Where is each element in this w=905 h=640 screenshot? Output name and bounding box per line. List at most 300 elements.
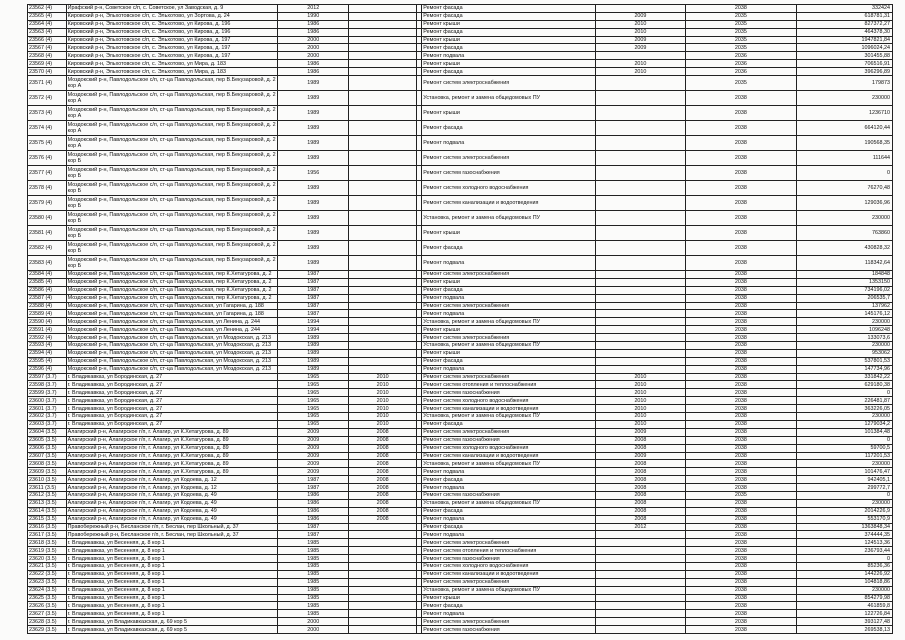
table-row bbox=[28, 428, 893, 436]
table-row bbox=[28, 342, 893, 350]
row-id-cell: 23584 (4) bbox=[28, 271, 67, 279]
cost-cell: 1363848,34 bbox=[797, 523, 893, 531]
prior-repair-year-cell: 2008 bbox=[349, 476, 417, 484]
last-repair-year-cell: 2008 bbox=[596, 491, 685, 499]
address-cell: Моздокский р-н, Павлодольское с/п, ст-ца Павлодольская, пер К.Хетагурова, д. 2 bbox=[66, 294, 278, 302]
cost-cell: 396296,89 bbox=[797, 68, 893, 76]
table-row bbox=[28, 507, 893, 515]
cost-cell: 1096024,24 bbox=[797, 44, 893, 52]
last-repair-year-cell bbox=[596, 76, 685, 91]
last-repair-year-cell bbox=[596, 586, 685, 594]
address-cell: Моздокский р-н, Павлодольское с/п, ст-ца Павлодольская, пер В.Бекузаровой, д. 2 кор Б bbox=[66, 256, 278, 271]
row-id-cell: 23581 (4) bbox=[28, 226, 67, 241]
last-repair-year-cell bbox=[596, 334, 685, 342]
row-id-cell: 23596 (4) bbox=[28, 365, 67, 373]
address-cell: Правобережный р-н, Бесланское г/п, г. Беслан, пер Школьный, д. 37 bbox=[66, 531, 278, 539]
cost-cell: 230000 bbox=[797, 460, 893, 468]
row-id-cell: 23601 (3.7) bbox=[28, 405, 67, 413]
row-id-cell: 23578 (4) bbox=[28, 181, 67, 196]
address-cell: г. Владикавказ, ул Бородинская, д. 27 bbox=[66, 373, 278, 381]
last-repair-year-cell: 2008 bbox=[596, 476, 685, 484]
last-repair-year-cell bbox=[596, 310, 685, 318]
row-id-cell: 23600 (3.7) bbox=[28, 397, 67, 405]
prior-repair-year-cell bbox=[349, 278, 417, 286]
cost-cell: 393127,48 bbox=[797, 618, 893, 626]
work-type-cell: Ремонт систем электроснабжения bbox=[422, 151, 596, 166]
row-id-cell: 23620 (3.5) bbox=[28, 555, 67, 563]
cost-cell: 124513,36 bbox=[797, 539, 893, 547]
prior-repair-year-cell bbox=[349, 357, 417, 365]
prior-repair-year-cell bbox=[349, 570, 417, 578]
work-type-cell: Ремонт фасада bbox=[422, 476, 596, 484]
work-type-cell: Ремонт подвала bbox=[422, 468, 596, 476]
row-id-cell: 23580 (4) bbox=[28, 211, 67, 226]
planned-year-cell: 2038 bbox=[685, 499, 797, 507]
row-id-cell: 23599 (3.7) bbox=[28, 389, 67, 397]
work-type-cell: Ремонт крыши bbox=[422, 594, 596, 602]
work-type-cell: Ремонт фасада bbox=[422, 68, 596, 76]
last-repair-year-cell bbox=[596, 594, 685, 602]
work-type-cell: Ремонт фасада bbox=[422, 523, 596, 531]
prior-repair-year-cell: 2010 bbox=[349, 413, 417, 421]
prior-repair-year-cell bbox=[349, 28, 417, 36]
cost-cell: 0 bbox=[797, 166, 893, 181]
cost-cell: 537801,53 bbox=[797, 357, 893, 365]
build-year-cell: 2000 bbox=[278, 36, 349, 44]
work-type-cell: Установка, ремонт и замена общедомовых ПУ bbox=[422, 91, 596, 106]
address-cell: Моздокский р-н, Павлодольское с/п, ст-ца Павлодольская, ул Моздокская, д. 213 bbox=[66, 357, 278, 365]
work-type-cell: Ремонт крыши bbox=[422, 226, 596, 241]
work-type-cell: Ремонт систем холодного водоснабжения bbox=[422, 444, 596, 452]
build-year-cell: 1989 bbox=[278, 334, 349, 342]
table-row bbox=[28, 318, 893, 326]
last-repair-year-cell bbox=[596, 555, 685, 563]
prior-repair-year-cell bbox=[349, 578, 417, 586]
table-row bbox=[28, 523, 893, 531]
prior-repair-year-cell: 2008 bbox=[349, 468, 417, 476]
prior-repair-year-cell bbox=[349, 342, 417, 350]
last-repair-year-cell: 2010 bbox=[596, 389, 685, 397]
planned-year-cell: 2038 bbox=[685, 278, 797, 286]
build-year-cell: 1989 bbox=[278, 349, 349, 357]
planned-year-cell: 2038 bbox=[685, 405, 797, 413]
address-cell: Кировский р-н, Эльхотовское с/п, с. Эльхотово, ул Кирова, д. 197 bbox=[66, 44, 278, 52]
table-row bbox=[28, 28, 893, 36]
address-cell: Алагирский р-н, Алагирское г/п, г. Алагир, ул К.Хетагурова, д. 89 bbox=[66, 452, 278, 460]
table-row bbox=[28, 365, 893, 373]
address-cell: г. Владикавказ, ул Бородинская, д. 27 bbox=[66, 381, 278, 389]
table-body bbox=[28, 5, 893, 634]
row-id-cell: 23615 (3.5) bbox=[28, 515, 67, 523]
planned-year-cell: 2038 bbox=[685, 555, 797, 563]
table-row bbox=[28, 334, 893, 342]
cost-cell: 117201,53 bbox=[797, 452, 893, 460]
planned-year-cell: 2038 bbox=[685, 302, 797, 310]
last-repair-year-cell bbox=[596, 302, 685, 310]
table-row bbox=[28, 326, 893, 334]
address-cell: г. Владикавказ, ул Бородинская, д. 27 bbox=[66, 413, 278, 421]
planned-year-cell: 2038 bbox=[685, 578, 797, 586]
planned-year-cell: 2038 bbox=[685, 241, 797, 256]
row-id-cell: 23565 (4) bbox=[28, 12, 67, 20]
prior-repair-year-cell bbox=[349, 310, 417, 318]
row-id-cell: 23623 (3.5) bbox=[28, 578, 67, 586]
prior-repair-year-cell bbox=[349, 326, 417, 334]
prior-repair-year-cell bbox=[349, 196, 417, 211]
planned-year-cell: 2038 bbox=[685, 334, 797, 342]
build-year-cell: 1990 bbox=[278, 12, 349, 20]
build-year-cell: 1986 bbox=[278, 20, 349, 28]
address-cell: г. Владикавказ, ул Весенняя, д. 8 кор 1 bbox=[66, 562, 278, 570]
build-year-cell: 2000 bbox=[278, 626, 349, 634]
cost-cell: 706516,91 bbox=[797, 60, 893, 68]
prior-repair-year-cell: 2008 bbox=[349, 484, 417, 492]
build-year-cell: 1989 bbox=[278, 211, 349, 226]
last-repair-year-cell: 2009 bbox=[596, 428, 685, 436]
cost-cell: 236793,44 bbox=[797, 547, 893, 555]
build-year-cell: 1985 bbox=[278, 594, 349, 602]
address-cell: Моздокский р-н, Павлодольское с/п, ст-ца Павлодольская, ул Гагарина, д. 188 bbox=[66, 302, 278, 310]
last-repair-year-cell bbox=[596, 326, 685, 334]
cost-cell: 230000 bbox=[797, 586, 893, 594]
table-row bbox=[28, 310, 893, 318]
row-id-cell: 23608 (3.5) bbox=[28, 460, 67, 468]
table-row bbox=[28, 602, 893, 610]
cost-cell: 374444,35 bbox=[797, 531, 893, 539]
planned-year-cell: 2038 bbox=[685, 286, 797, 294]
table-row bbox=[28, 626, 893, 634]
planned-year-cell: 2038 bbox=[685, 342, 797, 350]
build-year-cell: 1965 bbox=[278, 405, 349, 413]
row-id-cell: 23613 (3.5) bbox=[28, 499, 67, 507]
work-type-cell: Ремонт подвала bbox=[422, 365, 596, 373]
prior-repair-year-cell bbox=[349, 618, 417, 626]
address-cell: г. Владикавказ, ул Весенняя, д. 8 кор 1 bbox=[66, 547, 278, 555]
build-year-cell: 1989 bbox=[278, 121, 349, 136]
prior-repair-year-cell bbox=[349, 547, 417, 555]
row-id-cell: 23621 (3.5) bbox=[28, 562, 67, 570]
build-year-cell: 1987 bbox=[278, 531, 349, 539]
cost-cell: 59700,5 bbox=[797, 444, 893, 452]
last-repair-year-cell bbox=[596, 602, 685, 610]
last-repair-year-cell: 2010 bbox=[596, 373, 685, 381]
last-repair-year-cell bbox=[596, 136, 685, 151]
address-cell: Моздокский р-н, Павлодольское с/п, ст-ца Павлодольская, пер В.Бекузаровой, д. 2 кор Б bbox=[66, 196, 278, 211]
work-type-cell: Ремонт крыши bbox=[422, 36, 596, 44]
work-type-cell: Ремонт подвала bbox=[422, 484, 596, 492]
row-id-cell: 23568 (4) bbox=[28, 52, 67, 60]
planned-year-cell: 2038 bbox=[685, 515, 797, 523]
address-cell: Кировский р-н, Эльхотовское с/п, с. Эльхотово, ул Мира, д. 183 bbox=[66, 68, 278, 76]
planned-year-cell: 2038 bbox=[685, 181, 797, 196]
cost-cell: 104818,86 bbox=[797, 578, 893, 586]
work-type-cell: Ремонт фасада bbox=[422, 241, 596, 256]
last-repair-year-cell: 2010 bbox=[596, 60, 685, 68]
work-type-cell: Ремонт крыши bbox=[422, 349, 596, 357]
table-row bbox=[28, 539, 893, 547]
planned-year-cell: 2038 bbox=[685, 539, 797, 547]
last-repair-year-cell bbox=[596, 106, 685, 121]
planned-year-cell: 2038 bbox=[685, 121, 797, 136]
work-type-cell: Установка, ремонт и замена общедомовых ПУ bbox=[422, 211, 596, 226]
last-repair-year-cell: 2012 bbox=[596, 523, 685, 531]
build-year-cell: 1994 bbox=[278, 318, 349, 326]
address-cell: Моздокский р-н, Павлодольское с/п, ст-ца Павлодольская, пер В.Бекузаровой, д. 2 кор А bbox=[66, 91, 278, 106]
work-type-cell: Ремонт фасада bbox=[422, 28, 596, 36]
address-cell: г. Владикавказ, ул Весенняя, д. 8 кор 1 bbox=[66, 602, 278, 610]
address-cell: Моздокский р-н, Павлодольское с/п, ст-ца Павлодольская, ул Ленина, д. 244 bbox=[66, 318, 278, 326]
planned-year-cell: 2038 bbox=[685, 562, 797, 570]
row-id-cell: 23624 (3.5) bbox=[28, 586, 67, 594]
build-year-cell: 1989 bbox=[278, 256, 349, 271]
prior-repair-year-cell bbox=[349, 594, 417, 602]
prior-repair-year-cell bbox=[349, 181, 417, 196]
planned-year-cell: 2038 bbox=[685, 602, 797, 610]
planned-year-cell: 2035 bbox=[685, 20, 797, 28]
planned-year-cell: 2038 bbox=[685, 626, 797, 634]
address-cell: Моздокский р-н, Павлодольское с/п, ст-ца Павлодольская, ул Моздокская, д. 213 bbox=[66, 334, 278, 342]
cost-cell: 137962 bbox=[797, 302, 893, 310]
work-type-cell: Ремонт систем электроснабжения bbox=[422, 373, 596, 381]
planned-year-cell: 2035 bbox=[685, 28, 797, 36]
address-cell: Моздокский р-н, Павлодольское с/п, ст-ца Павлодольская, пер В.Бекузаровой, д. 2 кор Б bbox=[66, 151, 278, 166]
address-cell: Моздокский р-н, Павлодольское с/п, ст-ца Павлодольская, ул Моздокская, д. 213 bbox=[66, 342, 278, 350]
cost-cell: 331842,22 bbox=[797, 373, 893, 381]
planned-year-cell: 2038 bbox=[685, 452, 797, 460]
prior-repair-year-cell bbox=[349, 76, 417, 91]
address-cell: Алагирский р-н, Алагирское г/п, г. Алагир, ул К.Хетагурова, д. 89 bbox=[66, 460, 278, 468]
prior-repair-year-cell bbox=[349, 523, 417, 531]
table-row bbox=[28, 491, 893, 499]
row-id-cell: 23576 (4) bbox=[28, 151, 67, 166]
repair-schedule-table bbox=[27, 4, 893, 634]
prior-repair-year-cell: 2010 bbox=[349, 373, 417, 381]
address-cell: Кировский р-н, Эльхотовское с/п, с. Эльхотово, ул Мира, д. 183 bbox=[66, 60, 278, 68]
build-year-cell: 1965 bbox=[278, 420, 349, 428]
work-type-cell: Ремонт фасада bbox=[422, 5, 596, 13]
work-type-cell: Ремонт крыши bbox=[422, 106, 596, 121]
cost-cell: 190568,35 bbox=[797, 136, 893, 151]
address-cell: Моздокский р-н, Павлодольское с/п, ст-ца Павлодольская, пер В.Бекузаровой, д. 2 кор Б bbox=[66, 166, 278, 181]
work-type-cell: Ремонт систем отопления и теплоснабжения bbox=[422, 381, 596, 389]
build-year-cell: 1987 bbox=[278, 302, 349, 310]
planned-year-cell: 2038 bbox=[685, 318, 797, 326]
work-type-cell: Ремонт подвала bbox=[422, 531, 596, 539]
build-year-cell: 1989 bbox=[278, 136, 349, 151]
last-repair-year-cell bbox=[596, 151, 685, 166]
cost-cell: 734196,02 bbox=[797, 286, 893, 294]
build-year-cell: 1987 bbox=[278, 278, 349, 286]
table-row bbox=[28, 20, 893, 28]
cost-cell: 332424 bbox=[797, 5, 893, 13]
build-year-cell: 1987 bbox=[278, 523, 349, 531]
prior-repair-year-cell bbox=[349, 626, 417, 634]
row-id-cell: 23628 (3.5) bbox=[28, 618, 67, 626]
prior-repair-year-cell bbox=[349, 60, 417, 68]
last-repair-year-cell bbox=[596, 256, 685, 271]
cost-cell: 763860 bbox=[797, 226, 893, 241]
cost-cell: 85236,36 bbox=[797, 562, 893, 570]
prior-repair-year-cell bbox=[349, 365, 417, 373]
build-year-cell: 1985 bbox=[278, 610, 349, 618]
work-type-cell: Ремонт подвала bbox=[422, 515, 596, 523]
table-row bbox=[28, 594, 893, 602]
last-repair-year-cell bbox=[596, 52, 685, 60]
address-cell: Моздокский р-н, Павлодольское с/п, ст-ца Павлодольская, пер В.Бекузаровой, д. 2 кор Б bbox=[66, 226, 278, 241]
cost-cell: 111644 bbox=[797, 151, 893, 166]
last-repair-year-cell bbox=[596, 271, 685, 279]
work-type-cell: Ремонт систем газоснабжения bbox=[422, 389, 596, 397]
build-year-cell: 1965 bbox=[278, 373, 349, 381]
table-row bbox=[28, 436, 893, 444]
work-type-cell: Ремонт систем газоснабжения bbox=[422, 491, 596, 499]
last-repair-year-cell bbox=[596, 318, 685, 326]
last-repair-year-cell bbox=[596, 211, 685, 226]
address-cell: г. Владикавказ, ул Бородинская, д. 27 bbox=[66, 397, 278, 405]
prior-repair-year-cell: 2008 bbox=[349, 515, 417, 523]
build-year-cell: 1985 bbox=[278, 562, 349, 570]
planned-year-cell: 2035 bbox=[685, 76, 797, 91]
work-type-cell: Ремонт крыши bbox=[422, 60, 596, 68]
table-row bbox=[28, 586, 893, 594]
last-repair-year-cell bbox=[596, 181, 685, 196]
row-id-cell: 23629 (3.5) bbox=[28, 626, 67, 634]
build-year-cell: 1985 bbox=[278, 570, 349, 578]
prior-repair-year-cell bbox=[349, 241, 417, 256]
address-cell: г. Владикавказ, ул Владикавказская, д. 69 кор 5 bbox=[66, 618, 278, 626]
row-id-cell: 23598 (3.7) bbox=[28, 381, 67, 389]
planned-year-cell: 2038 bbox=[685, 468, 797, 476]
cost-cell: 230000 bbox=[797, 91, 893, 106]
row-id-cell: 23567 (4) bbox=[28, 44, 67, 52]
row-id-cell: 23570 (4) bbox=[28, 68, 67, 76]
work-type-cell: Ремонт систем электроснабжения bbox=[422, 302, 596, 310]
row-id-cell: 23562 (4) bbox=[28, 5, 67, 13]
cost-cell: 664120,44 bbox=[797, 121, 893, 136]
planned-year-cell: 2038 bbox=[685, 389, 797, 397]
last-repair-year-cell: 2008 bbox=[596, 484, 685, 492]
planned-year-cell: 2038 bbox=[685, 444, 797, 452]
build-year-cell: 1994 bbox=[278, 326, 349, 334]
prior-repair-year-cell bbox=[349, 271, 417, 279]
build-year-cell: 1987 bbox=[278, 294, 349, 302]
address-cell: Алагирский р-н, Алагирское г/п, г. Алагир, ул Кодоева, д. 12 bbox=[66, 476, 278, 484]
table-row bbox=[28, 578, 893, 586]
address-cell: г. Владикавказ, ул Бородинская, д. 27 bbox=[66, 405, 278, 413]
cost-cell: 953062 bbox=[797, 349, 893, 357]
work-type-cell: Ремонт фасада bbox=[422, 121, 596, 136]
row-id-cell: 23574 (4) bbox=[28, 121, 67, 136]
prior-repair-year-cell: 2008 bbox=[349, 444, 417, 452]
last-repair-year-cell: 2010 bbox=[596, 28, 685, 36]
planned-year-cell: 2038 bbox=[685, 610, 797, 618]
table-row bbox=[28, 256, 893, 271]
table-row bbox=[28, 136, 893, 151]
table-row bbox=[28, 476, 893, 484]
prior-repair-year-cell bbox=[349, 531, 417, 539]
build-year-cell: 2009 bbox=[278, 428, 349, 436]
planned-year-cell: 2038 bbox=[685, 365, 797, 373]
table-row bbox=[28, 373, 893, 381]
build-year-cell: 1989 bbox=[278, 342, 349, 350]
planned-year-cell: 2038 bbox=[685, 256, 797, 271]
row-id-cell: 23606 (3.5) bbox=[28, 444, 67, 452]
planned-year-cell: 2038 bbox=[685, 151, 797, 166]
row-id-cell: 23582 (4) bbox=[28, 241, 67, 256]
planned-year-cell: 2038 bbox=[685, 91, 797, 106]
planned-year-cell: 2035 bbox=[685, 36, 797, 44]
last-repair-year-cell: 2008 bbox=[596, 515, 685, 523]
work-type-cell: Ремонт систем электроснабжения bbox=[422, 618, 596, 626]
last-repair-year-cell bbox=[596, 547, 685, 555]
build-year-cell: 1989 bbox=[278, 76, 349, 91]
work-type-cell: Ремонт систем холодного водоснабжения bbox=[422, 181, 596, 196]
last-repair-year-cell bbox=[596, 196, 685, 211]
address-cell: Алагирский р-н, Алагирское г/п, г. Алагир, ул К.Хетагурова, д. 89 bbox=[66, 444, 278, 452]
last-repair-year-cell bbox=[596, 342, 685, 350]
address-cell: Алагирский р-н, Алагирское г/п, г. Алагир, ул К.Хетагурова, д. 89 bbox=[66, 468, 278, 476]
build-year-cell: 2000 bbox=[278, 618, 349, 626]
planned-year-cell: 2038 bbox=[685, 136, 797, 151]
row-id-cell: 23591 (4) bbox=[28, 326, 67, 334]
row-id-cell: 23595 (4) bbox=[28, 357, 67, 365]
build-year-cell: 1989 bbox=[278, 151, 349, 166]
row-id-cell: 23593 (4) bbox=[28, 342, 67, 350]
cost-cell: 122726,84 bbox=[797, 610, 893, 618]
table-row bbox=[28, 484, 893, 492]
last-repair-year-cell: 2010 bbox=[596, 405, 685, 413]
cost-cell: 184848 bbox=[797, 271, 893, 279]
row-id-cell: 23592 (4) bbox=[28, 334, 67, 342]
cost-cell: 129036,96 bbox=[797, 196, 893, 211]
row-id-cell: 23564 (4) bbox=[28, 20, 67, 28]
build-year-cell: 1986 bbox=[278, 28, 349, 36]
build-year-cell: 2009 bbox=[278, 468, 349, 476]
planned-year-cell: 2038 bbox=[685, 594, 797, 602]
table-row bbox=[28, 610, 893, 618]
table-row bbox=[28, 397, 893, 405]
table-row bbox=[28, 181, 893, 196]
address-cell: г. Владикавказ, ул Бородинская, д. 27 bbox=[66, 389, 278, 397]
cost-cell: 553170,9 bbox=[797, 515, 893, 523]
planned-year-cell: 2038 bbox=[685, 326, 797, 334]
table-row bbox=[28, 91, 893, 106]
last-repair-year-cell: 2010 bbox=[596, 413, 685, 421]
table-row bbox=[28, 5, 893, 13]
last-repair-year-cell bbox=[596, 531, 685, 539]
prior-repair-year-cell bbox=[349, 151, 417, 166]
row-id-cell: 23589 (4) bbox=[28, 310, 67, 318]
table-row bbox=[28, 12, 893, 20]
row-id-cell: 23610 (3.5) bbox=[28, 476, 67, 484]
planned-year-cell: 2038 bbox=[685, 373, 797, 381]
work-type-cell: Ремонт фасада bbox=[422, 12, 596, 20]
planned-year-cell: 2038 bbox=[685, 484, 797, 492]
row-id-cell: 23605 (3.5) bbox=[28, 436, 67, 444]
planned-year-cell: 2038 bbox=[685, 357, 797, 365]
last-repair-year-cell: 2008 bbox=[596, 444, 685, 452]
build-year-cell: 1985 bbox=[278, 578, 349, 586]
table-row bbox=[28, 515, 893, 523]
planned-year-cell: 2038 bbox=[685, 381, 797, 389]
last-repair-year-cell: 2008 bbox=[596, 507, 685, 515]
cost-cell: 230000 bbox=[797, 318, 893, 326]
cost-cell: 269538,13 bbox=[797, 626, 893, 634]
work-type-cell: Ремонт систем канализации и водоотведения bbox=[422, 196, 596, 211]
row-id-cell: 23611 (3.5) bbox=[28, 484, 67, 492]
row-id-cell: 23585 (4) bbox=[28, 278, 67, 286]
last-repair-year-cell bbox=[596, 286, 685, 294]
